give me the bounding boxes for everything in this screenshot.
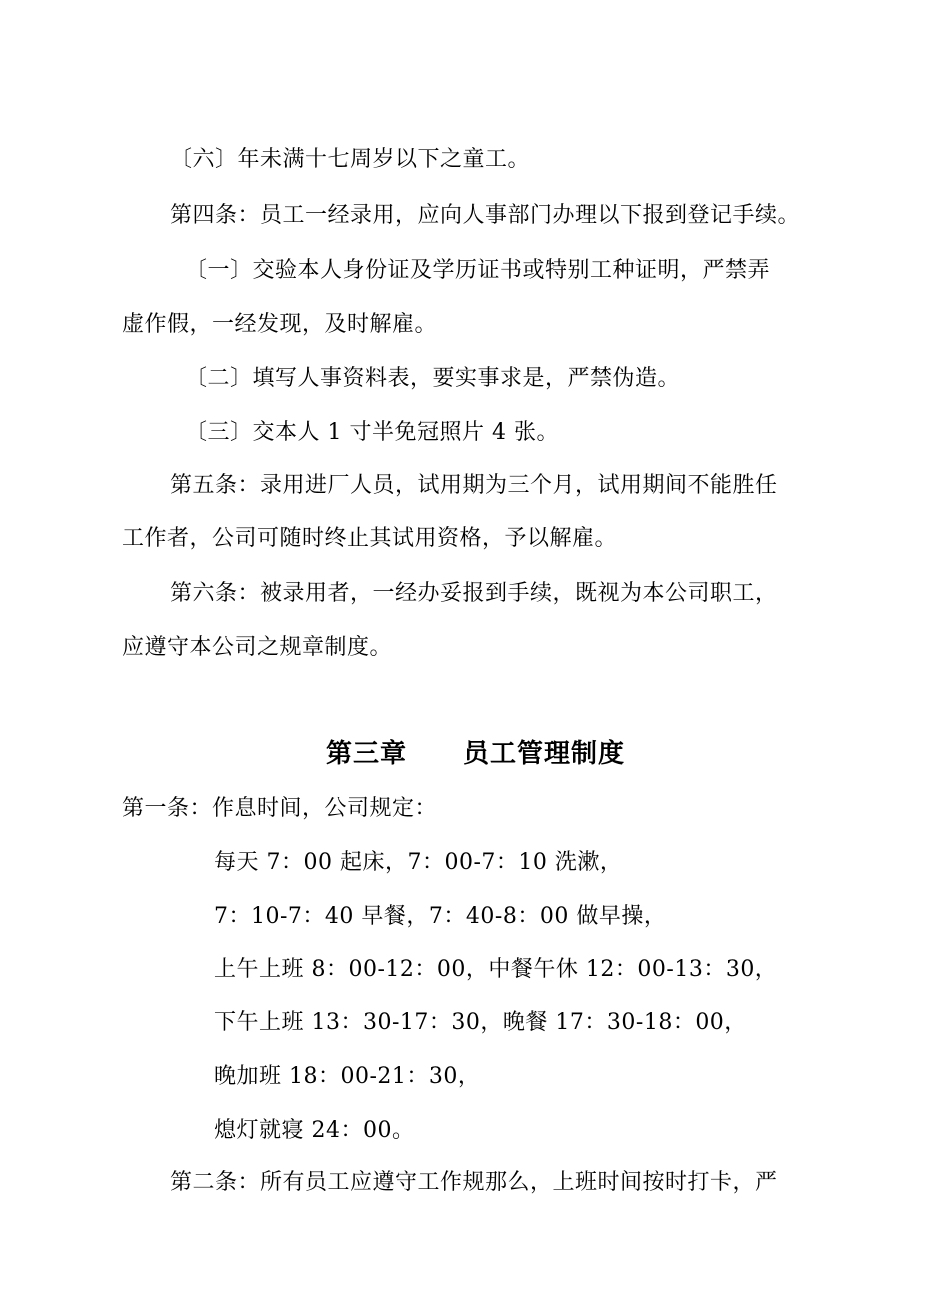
schedule-line: 熄灯就寝 24：00。: [214, 1118, 415, 1143]
article-4: 第四条：员工一经录用，应向人事部门办理以下报到登记手续。: [170, 203, 801, 228]
article-5-line-1: 第五条：录用进厂人员，试用期为三个月，试用期间不能胜任: [170, 473, 778, 498]
chapter-title: 员工管理制度: [463, 739, 626, 769]
chapter-3-article-1: 第一条：作息时间，公司规定：: [122, 796, 438, 821]
chapter-heading: [326, 737, 625, 771]
article-6-line-1: 第六条：被录用者，一经办妥报到手续，既视为本公司职工，: [170, 581, 778, 606]
article-4-item-3: 〔三〕交本人 1 寸半免冠照片 4 张。: [185, 420, 559, 445]
schedule-line: 晚加班 18：00-21：30，: [214, 1064, 481, 1089]
article-4-item-1-line-2: 虚作假，一经发现，及时解雇。: [122, 312, 438, 337]
article-5-line-2: 工作者，公司可随时终止其试用资格，予以解雇。: [122, 526, 618, 551]
chapter-number: 第三章: [326, 739, 408, 769]
paragraph-item-6: 〔六〕年未满十七周岁以下之童工。: [170, 147, 531, 172]
article-6-line-2: 应遵守本公司之规章制度。: [122, 635, 393, 660]
schedule-line: 每天 7：00 起床，7：00-7：10 洗漱，: [214, 850, 623, 875]
schedule-line: 7：10-7：40 早餐，7：40-8：00 做早操，: [214, 904, 667, 929]
schedule-line: 下午上班 13：30-17：30，晚餐 17：30-18：00，: [214, 1010, 747, 1035]
article-4-item-1-line-1: 〔一〕交验本人身份证及学历证书或特别工种证明，严禁弄: [185, 258, 771, 283]
schedule-line: 上午上班 8：00-12：00，中餐午休 12：00-13：30，: [214, 957, 778, 982]
article-4-item-2: 〔二〕填写人事资料表，要实事求是，严禁伪造。: [185, 366, 681, 391]
chapter-3-article-2: 第二条：所有员工应遵守工作规那么，上班时间按时打卡，严: [170, 1170, 778, 1195]
